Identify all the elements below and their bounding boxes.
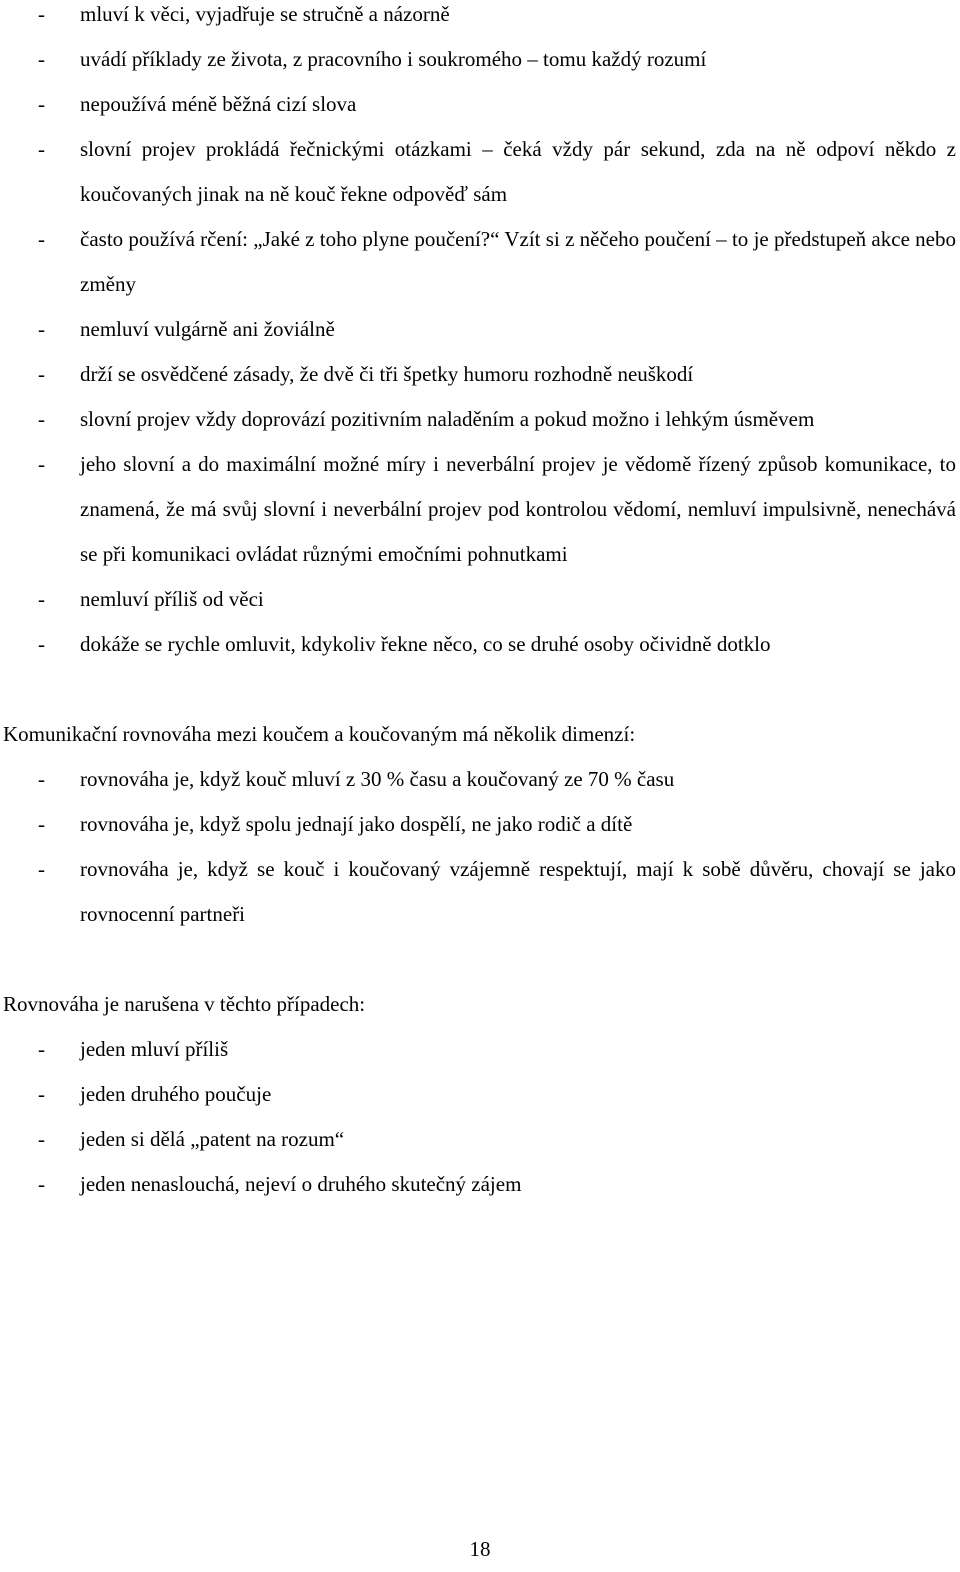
list-item-text: nemluví příliš od věci [80,587,264,611]
list-item [0,622,960,667]
list-item-text: jeden si dělá „patent na rozum“ [80,1127,345,1151]
list-item [0,307,960,352]
list-item-text: jeden mluví příliš [80,1037,229,1061]
list-item [0,82,960,127]
dash-marker: - [38,1037,45,1061]
dash-marker: - [38,227,45,251]
list-item [0,1117,960,1162]
dash-marker: - [38,362,45,386]
list-item-text: mluví k věci, vyjadřuje se stručně a názorně [80,2,450,26]
list-item [0,1162,960,1207]
list-item [0,127,960,217]
list-item-text: slovní projev prokládá řečnickými otázkami – čeká vždy pár sekund, zda na ně odpoví někdo z koučovaných jinak na ně kouč řekne odpověď sám [80,137,956,206]
dash-marker: - [38,632,45,656]
dash-marker: - [38,407,45,431]
dash-marker: - [38,317,45,341]
list-item [0,0,960,37]
list-item-text: slovní projev vždy doprovází pozitivním naladěním a pokud možno i lehkým úsměvem [80,407,815,431]
paragraph-balance-disrupted: Rovnováha je narušena v těchto případech: [3,992,366,1016]
list-item [0,1072,960,1117]
list-item-text: jeden druhého poučuje [80,1082,272,1106]
dash-marker: - [38,857,45,881]
bullet-list-balance [0,757,960,937]
dash-marker: - [38,812,45,836]
paragraph-communication-balance: Komunikační rovnováha mezi koučem a koučovaným má několik dimenzí: [3,722,636,746]
list-item [0,757,960,802]
list-item [0,577,960,622]
spacer [0,937,960,982]
list-item-text: dokáže se rychle omluvit, kdykoliv řekne něco, co se druhé osoby očividně dotklo [80,632,771,656]
list-item [0,397,960,442]
dash-marker: - [38,137,45,161]
dash-marker: - [38,587,45,611]
dash-marker: - [38,92,45,116]
list-item-text: uvádí příklady ze života, z pracovního i soukromého – tomu každý rozumí [80,47,707,71]
spacer [0,667,960,712]
list-item [0,442,960,577]
dash-marker: - [38,1127,45,1151]
list-item-text: drží se osvědčené zásady, že dvě či tři špetky humoru rozhodně neuškodí [80,362,694,386]
list-item-text: nemluví vulgárně ani žoviálně [80,317,335,341]
list-item-text: rovnováha je, když spolu jednají jako dospělí, ne jako rodič a dítě [80,812,633,836]
page-number: 18 [469,1537,491,1561]
list-item [0,847,960,937]
list-item [0,217,960,307]
bullet-list-speech-habits [0,0,960,667]
list-item-text: rovnováha je, když kouč mluví z 30 % času a koučovaný ze 70 % času [80,767,675,791]
list-item-text: nepoužívá méně běžná cizí slova [80,92,357,116]
list-item [0,1027,960,1072]
dash-marker: - [38,1172,45,1196]
dash-marker: - [38,47,45,71]
list-item-text: rovnováha je, když se kouč i koučovaný vzájemně respektují, mají k sobě důvěru, chovají se jako rovnocenní partneři [80,857,956,926]
dash-marker: - [38,767,45,791]
list-item-text: jeho slovní a do maximální možné míry i neverbální projev je vědomě řízený způsob komunikace, to znamená, že má svůj slovní i neverbální projev pod kontrolou vědomí, nemluví impulsivně, nenechává se při komunikaci ovládat různými emočními pohnutkami [80,452,956,566]
dash-marker: - [38,2,45,26]
bullet-list-disruptions [0,1027,960,1207]
list-item [0,37,960,82]
dash-marker: - [38,1082,45,1106]
list-item-text: jeden nenaslouchá, nejeví o druhého skutečný zájem [80,1172,522,1196]
list-item [0,352,960,397]
list-item [0,802,960,847]
dash-marker: - [38,452,45,476]
list-item-text: často používá rčení: „Jaké z toho plyne poučení?“ Vzít si z něčeho poučení – to je předstupeň akce nebo změny [80,227,956,296]
